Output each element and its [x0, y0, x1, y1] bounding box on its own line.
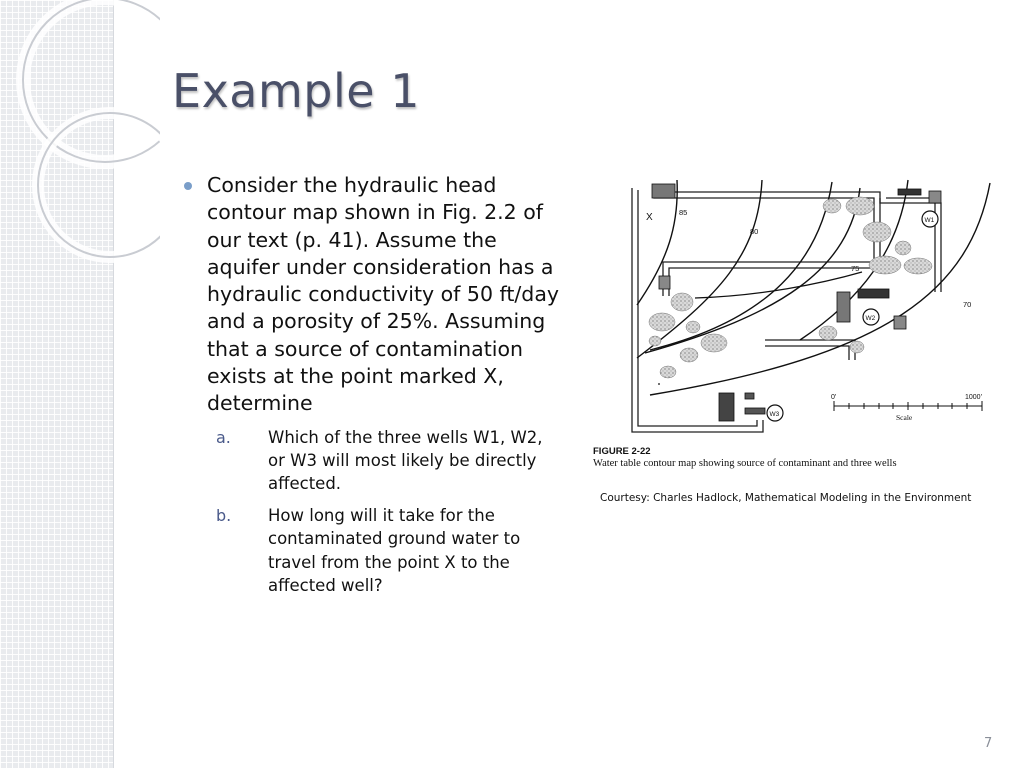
sub-text-a: Which of the three wells W1, W2, or W3 will most likely be directly affected.	[268, 427, 543, 494]
contour-lines	[637, 180, 990, 395]
slide-title: Example 1	[172, 64, 420, 118]
sub-text-b: How long will it take for the contaminated ground water to travel from the point X to the affected well?	[268, 506, 521, 595]
tree-clusters	[649, 197, 932, 378]
figure-number: FIGURE 2-22	[593, 446, 651, 457]
main-paragraph: Consider the hydraulic head contour map shown in Fig. 2.2 of our text (p. 41). Assume the aquifer under consideration has a hydraulic conductivity of 50 ft/day and a porosity of 25%. Assuming that a source of contamination exists at the point marked X, determine	[207, 173, 560, 416]
sub-marker-b: b.	[216, 506, 232, 526]
source-x-label: X	[646, 212, 653, 223]
scale-start-label: 0'	[831, 394, 837, 401]
contour-map	[590, 178, 1000, 448]
sub-question-list	[216, 426, 574, 597]
decorative-rings	[0, 0, 160, 280]
scale-end-label: 1000'	[965, 394, 982, 401]
figure-caption: Water table contour map showing source of contaminant and three wells	[593, 458, 897, 469]
wells	[767, 211, 938, 421]
sub-question-b	[216, 504, 574, 597]
scale-bar	[834, 401, 982, 411]
scale-label: Scale	[896, 413, 913, 422]
contour-75-label: 75	[851, 264, 860, 273]
sub-question-a	[216, 426, 574, 496]
well-w1-label: W1	[924, 217, 935, 224]
contour-map-figure	[590, 178, 1000, 478]
well-w3-label: W3	[769, 411, 780, 418]
bullet-dot-icon	[184, 182, 192, 190]
well-w2-label: W2	[865, 315, 876, 322]
contour-70-label: 70	[963, 300, 972, 309]
slide-body	[184, 172, 574, 606]
page-number: 7	[984, 736, 993, 751]
main-bullet	[184, 172, 574, 418]
contour-85-label: 85	[679, 208, 688, 217]
buildings	[652, 184, 941, 421]
sub-marker-a: a.	[216, 427, 231, 447]
figure-courtesy: Courtesy: Charles Hadlock, Mathematical Modeling in the Environment	[600, 492, 972, 504]
contour-80-label: 80	[750, 227, 759, 236]
